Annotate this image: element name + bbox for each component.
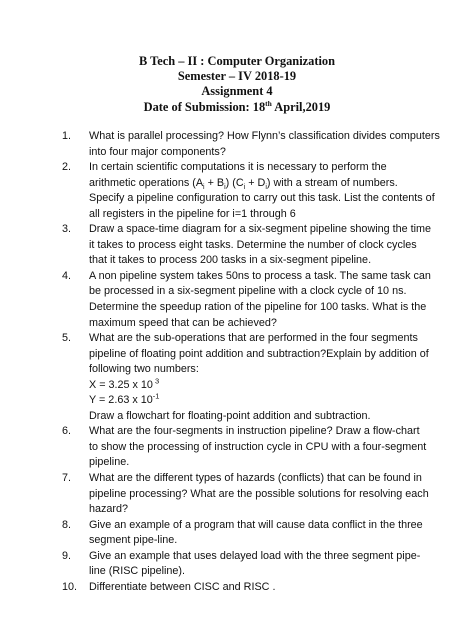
question-line: What is parallel processing? How Flynn’s classification divides computers [89, 130, 440, 142]
date-ordinal: th [265, 98, 272, 108]
question-line: segment pipe-line. [89, 534, 178, 547]
question-number: 4. [62, 269, 72, 282]
question-number: 8. [62, 518, 72, 531]
question-number: 1. [62, 130, 72, 142]
question-item [0, 269, 474, 331]
question-item [0, 129, 474, 160]
question-item [0, 471, 474, 518]
course-title: B Tech – II : Computer Organization [139, 54, 335, 68]
y-value: Y = 2.63 x 10 [89, 394, 153, 407]
date-suffix: April,2019 [271, 99, 331, 114]
question-line: to show the processing of instruction cycle in CPU with a four-segment [89, 440, 427, 453]
question-line: Draw a flowchart for floating-point addition and subtraction. [89, 409, 371, 422]
number-x [89, 378, 430, 394]
question-line: following two numbers: [89, 363, 199, 376]
number-y [89, 393, 430, 409]
question-line-formula [89, 176, 430, 192]
question-line: maximum speed that can be achieved? [89, 316, 277, 329]
question-line: pipeline. [89, 456, 130, 469]
formula-text: arithmetic operations (A [89, 176, 204, 189]
question-line: that it takes to process 200 tasks in a six-segment pipeline. [89, 254, 372, 267]
date-prefix: Date of Submission: 18 [143, 99, 266, 114]
question-number: 2. [62, 161, 72, 174]
question-line: What are the four-segments in instruction pipeline? Draw a flow-chart [89, 425, 420, 438]
x-value: X = 3.25 x 10 [89, 378, 153, 391]
question-line: pipeline processing? What are the possible solutions for resolving each [89, 487, 429, 500]
question-line: all registers in the pipeline for i=1 through 6 [89, 207, 296, 220]
question-line: it takes to process eight tasks. Determine the number of clock cycles [89, 238, 417, 251]
formula-text: + D [245, 176, 266, 189]
question-line: Specify a pipeline configuration to carry out this task. List the contents of [89, 192, 435, 205]
x-exponent: 3 [152, 376, 160, 386]
question-item [0, 424, 474, 471]
subscript: i [265, 183, 267, 191]
question-item [0, 549, 474, 580]
question-line: Differentiate between CISC and RISC . [89, 580, 276, 593]
assignment-number: Assignment 4 [201, 84, 273, 99]
question-number: 10. [62, 580, 78, 593]
question-line: Determine the speedup ration of the pipeline for 100 tasks. What is the [89, 301, 427, 314]
subscript: i [224, 183, 226, 191]
question-number: 5. [62, 332, 72, 345]
question-number: 6. [62, 425, 72, 438]
question-number: 7. [62, 472, 72, 485]
question-item [0, 331, 474, 424]
question-line: What are the different types of hazards (conflicts) that can be found in [89, 472, 422, 485]
semester-line: Semester – IV 2018-19 [177, 69, 297, 84]
question-line: What are the sub-operations that are performed in the four segments [89, 332, 418, 345]
subscript: i [243, 183, 246, 191]
question-line: Give an example that uses delayed load with the three segment pipe- [89, 549, 421, 562]
question-item [0, 160, 474, 222]
question-number: 3. [62, 223, 72, 236]
subscript: i [203, 183, 205, 191]
assignment-header [0, 54, 474, 115]
question-line: In certain scientific computations it is necessary to perform the [89, 161, 387, 174]
question-list [0, 129, 474, 595]
submission-date [0, 100, 474, 115]
question-line: line (RISC pipeline). [89, 565, 186, 578]
question-line: Draw a space-time diagram for a six-segment pipeline showing the time [89, 223, 432, 236]
question-line: A non pipeline system takes 50ns to process a task. The same task can [89, 269, 431, 282]
question-item [0, 222, 474, 269]
formula-text: ) with a stream of numbers. [266, 176, 398, 189]
question-line: into four major components? [89, 145, 226, 158]
question-number: 9. [62, 549, 72, 562]
formula-text: ) (C [225, 176, 244, 189]
y-exponent: -1 [152, 391, 160, 401]
question-line: hazard? [89, 503, 129, 516]
formula-text: + B [204, 176, 225, 189]
question-item [0, 518, 474, 549]
question-line: pipeline of floating point addition and subtraction?Explain by addition of [89, 347, 429, 360]
question-item [0, 580, 474, 596]
question-line: Give an example of a program that will cause data conflict in the three [89, 518, 423, 531]
question-line: be processed in a six-segment pipeline with a clock cycle of 10 ns. [89, 285, 407, 298]
